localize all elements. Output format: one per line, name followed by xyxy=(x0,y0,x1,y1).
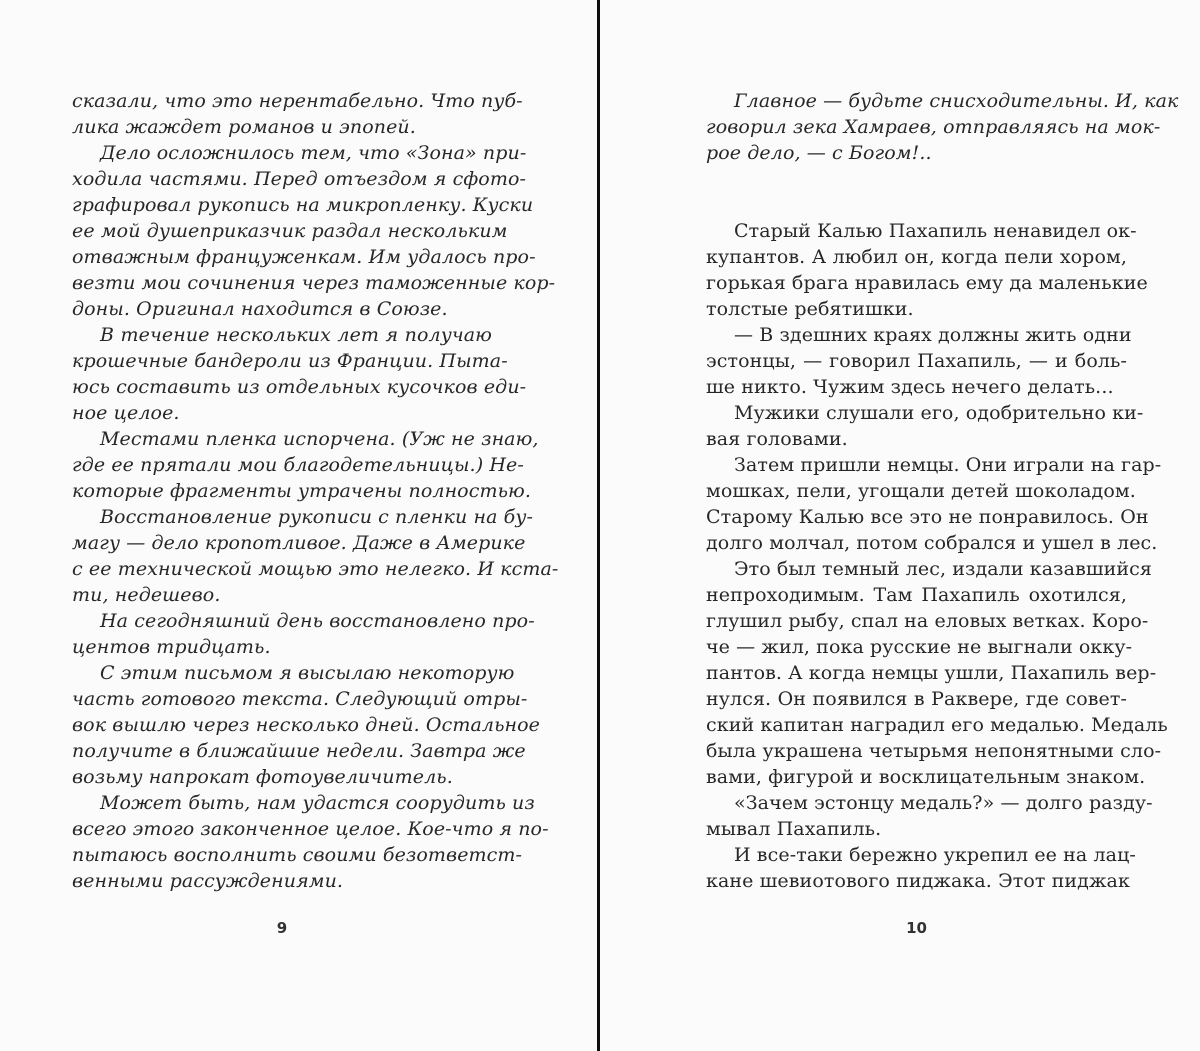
text-line: Может быть, нам удастся соорудить из xyxy=(100,792,535,814)
page-number-left: 9 xyxy=(276,919,288,937)
text-line: Главное — будьте снисходительны. И, как xyxy=(734,90,1179,112)
text-line: возьму напрокат фотоувеличитель. xyxy=(72,766,453,788)
text-line: была украшена четырьмя непонятными сло- xyxy=(706,740,1162,762)
text-line: часть готового текста. Следующий отры- xyxy=(72,688,528,710)
paragraph xyxy=(706,556,1168,790)
text-line: кане шевиотового пиджака. Этот пиджак xyxy=(706,870,1130,892)
text-line: мошках, пели, угощали детей шоколадом. xyxy=(706,480,1136,502)
paragraph xyxy=(706,452,1162,556)
text-line: Восстановление рукописи с пленки на бу- xyxy=(100,506,533,528)
page-right-text xyxy=(706,88,1179,894)
text-line: графировал рукопись на микропленку. Куски xyxy=(72,194,534,216)
text-line: вами, фигурой и восклицательным знаком. xyxy=(706,766,1146,788)
paragraph xyxy=(72,790,549,894)
text-line: пантов. А когда немцы ушли, Пахапиль вер- xyxy=(706,662,1157,684)
text-line: эстонцы, — говорил Пахапиль, — и боль- xyxy=(706,350,1127,372)
text-line: Мужики слушали его, одобрительно ки- xyxy=(734,402,1144,424)
text-line: магу — дело кропотливое. Даже в Америке xyxy=(72,532,526,554)
text-line: че — жил, пока русские не выгнали окку- xyxy=(706,636,1133,658)
text-line: сказали, что это нерентабельно. Что пуб- xyxy=(72,90,523,112)
paragraph xyxy=(72,660,541,790)
text-line: Старый Калью Пахапиль ненавидел ок- xyxy=(734,220,1137,242)
text-line: Местами пленка испорчена. (Уж не знаю, xyxy=(100,428,539,450)
text-line: получите в ближайшие недели. Завтра же xyxy=(72,740,526,762)
text-line: крошечные бандероли из Франции. Пыта- xyxy=(72,350,508,372)
text-line: где ее прятали мои благодетельницы.) Не- xyxy=(72,454,524,476)
page-left xyxy=(72,0,559,1051)
text-line: ше никто. Чужим здесь нечего делать... xyxy=(706,376,1114,398)
text-line: Затем пришли немцы. Они играли на гар- xyxy=(734,454,1162,476)
paragraph xyxy=(706,88,1179,166)
paragraph xyxy=(706,790,1153,842)
paragraph xyxy=(72,88,523,140)
text-line: С этим письмом я высылаю некоторую xyxy=(100,662,515,684)
text-line: всего этого законченное целое. Кое-что я по- xyxy=(72,818,549,840)
text-line: юсь составить из отдельных кусочков еди- xyxy=(72,376,527,398)
text-line: которые фрагменты утрачены полностью. xyxy=(72,480,531,502)
text-line: вая головами. xyxy=(706,428,848,450)
text-line: мывал Пахапиль. xyxy=(706,818,882,840)
text-line: нулся. Он появился в Раквере, где совет- xyxy=(706,688,1127,710)
text-line: центов тридцать. xyxy=(72,636,271,658)
text-line: пытаюсь восполнить своими безответст- xyxy=(72,844,523,866)
text-line: долго молчал, потом собрался и ушел в лес. xyxy=(706,532,1158,554)
text-line: рое дело, — с Богом!.. xyxy=(706,142,932,164)
text-line: толстые ребятишки. xyxy=(706,298,914,320)
text-line: с ее технической мощью это нелегко. И кста- xyxy=(72,558,559,580)
text-line: ее мой душеприказчик раздал нескольким xyxy=(72,220,508,242)
text-line: Старому Калью все это не понравилось. Он xyxy=(706,506,1149,528)
paragraph xyxy=(72,322,527,426)
text-line: непроходимым. Там Пахапиль охотился, xyxy=(706,584,1127,606)
page-number-right: 10 xyxy=(906,919,927,937)
text-line: горькая брага нравилась ему да маленькие xyxy=(706,272,1148,294)
text-line: ходила частями. Перед отъездом я сфото- xyxy=(72,168,526,190)
text-line: «Зачем эстонцу медаль?» — долго разду- xyxy=(734,792,1153,814)
text-line: Дело осложнилось тем, что «Зона» при- xyxy=(100,142,527,164)
text-line: купантов. А любил он, когда пели хором, xyxy=(706,246,1127,268)
text-line: ное целое. xyxy=(72,402,180,424)
page-left-text xyxy=(72,88,559,894)
text-line: отважным француженкам. Им удалось про- xyxy=(72,246,536,268)
text-line: На сегодняшний день восстановлено про- xyxy=(100,610,535,632)
text-line: лика жаждет романов и эпопей. xyxy=(72,116,416,138)
paragraph xyxy=(706,400,1144,452)
text-line: ский капитан наградил его медалью. Медаль xyxy=(706,714,1168,736)
text-line: везти мои сочинения через таможенные кор- xyxy=(72,272,556,294)
text-line: венными рассуждениями. xyxy=(72,870,344,892)
paragraph xyxy=(72,608,535,660)
text-line: В течение нескольких лет я получаю xyxy=(100,324,492,346)
text-line: вок вышлю через несколько дней. Остальное xyxy=(72,714,541,736)
text-line: Это был темный лес, издали казавшийся xyxy=(734,558,1152,580)
paragraph xyxy=(72,426,539,504)
text-line: — В здешних краях должны жить одни xyxy=(734,324,1132,346)
paragraph xyxy=(706,322,1132,400)
text-line: глушил рыбу, спал на еловых ветках. Коро- xyxy=(706,610,1149,632)
paragraph xyxy=(706,218,1148,322)
text-line: доны. Оригинал находится в Союзе. xyxy=(72,298,448,320)
text-line: говорил зека Хамраев, отправляясь на мок- xyxy=(706,116,1161,138)
page-right xyxy=(706,0,1179,1051)
paragraph xyxy=(706,842,1136,894)
paragraph xyxy=(72,504,559,608)
paragraph xyxy=(72,140,556,322)
page-divider xyxy=(597,0,600,1051)
text-line: И все-таки бережно укрепил ее на лац- xyxy=(734,844,1136,866)
text-line: ти, недешево. xyxy=(72,584,221,606)
